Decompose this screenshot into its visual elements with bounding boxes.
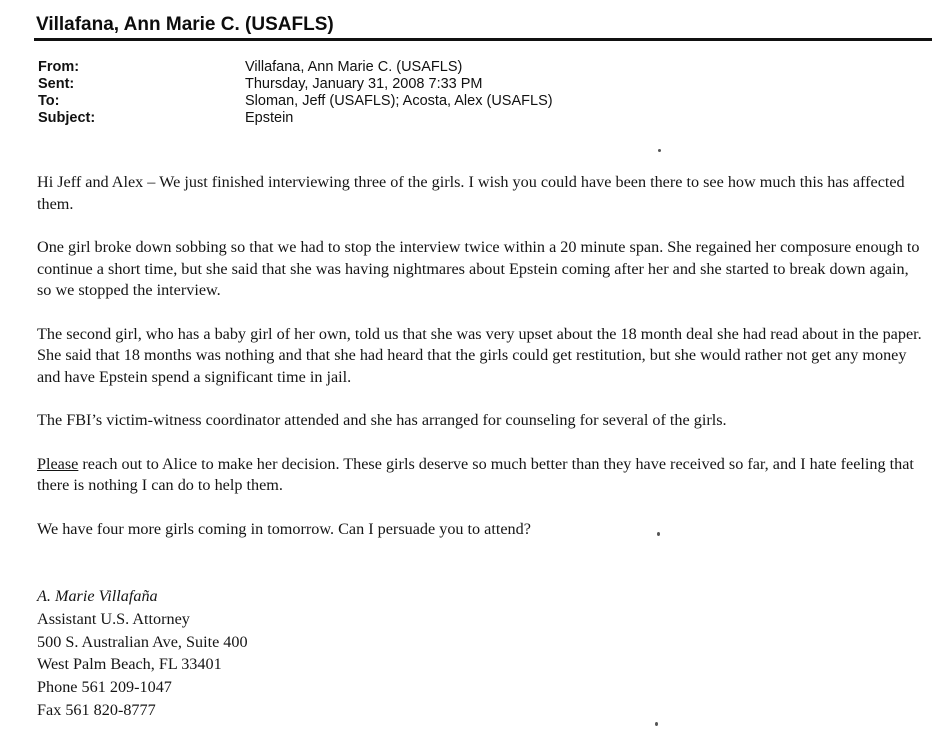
paragraph-text: reach out to Alice to make her decision. These girls deserve so much better than they have received so far, and I hate feeling that there is nothing I can do to help them. bbox=[37, 454, 914, 495]
header-label: To: bbox=[38, 93, 60, 109]
header-value: Epstein bbox=[245, 110, 294, 126]
title-divider bbox=[34, 38, 932, 41]
body-paragraph: The second girl, who has a baby girl of her own, told us that she was very upset about the 18 month deal she had read about in the paper. She said that 18 months was nothing and that she had heard that the girls could get restitution, but she would rather not get any money and have Epstein spend a significant time in jail. bbox=[37, 324, 922, 386]
signature-block bbox=[37, 585, 637, 722]
email-body bbox=[37, 172, 927, 562]
body-paragraph: The FBI’s victim-witness coordinator attended and she has arranged for counseling for several of the girls. bbox=[37, 411, 727, 430]
body-paragraph: One girl broke down sobbing so that we had to stop the interview twice within a 20 minute span. She regained her composure enough to continue a short time, but she said that she was having nightmares about Epstein coming after her and she started to break down again, so we stopped the interview. bbox=[37, 237, 920, 300]
header-row-sent bbox=[38, 76, 918, 93]
body-paragraph: Hi Jeff and Alex – We just finished interviewing three of the girls. I wish you could have been there to see how much this has affected them. bbox=[37, 173, 905, 213]
signature-phone: Phone 561 209-1047 bbox=[37, 678, 172, 697]
header-label: Subject: bbox=[38, 110, 96, 126]
body-paragraph bbox=[37, 454, 927, 497]
signature-address-line: West Palm Beach, FL 33401 bbox=[37, 655, 222, 674]
signature-name: A. Marie Villafaña bbox=[37, 587, 158, 605]
body-paragraph: We have four more girls coming in tomorrow. Can I persuade you to attend? bbox=[37, 519, 531, 538]
sender-title: Villafana, Ann Marie C. (USAFLS) bbox=[36, 14, 334, 35]
header-label: Sent: bbox=[38, 76, 75, 92]
header-row-subject bbox=[38, 110, 918, 127]
header-value: Thursday, January 31, 2008 7:33 PM bbox=[245, 76, 483, 92]
scan-speck bbox=[658, 149, 661, 152]
signature-title: Assistant U.S. Attorney bbox=[37, 609, 190, 628]
header-row-to bbox=[38, 93, 918, 110]
header-value: Sloman, Jeff (USAFLS); Acosta, Alex (USAFLS) bbox=[245, 93, 553, 109]
signature-address-line: 500 S. Australian Ave, Suite 400 bbox=[37, 632, 248, 651]
scan-speck bbox=[657, 532, 660, 536]
header-label: From: bbox=[38, 59, 80, 75]
header-value: Villafana, Ann Marie C. (USAFLS) bbox=[245, 59, 463, 75]
signature-fax: Fax 561 820-8777 bbox=[37, 700, 156, 719]
underlined-word: Please bbox=[37, 454, 79, 473]
scan-speck bbox=[655, 722, 658, 726]
header-row-from bbox=[38, 59, 918, 76]
